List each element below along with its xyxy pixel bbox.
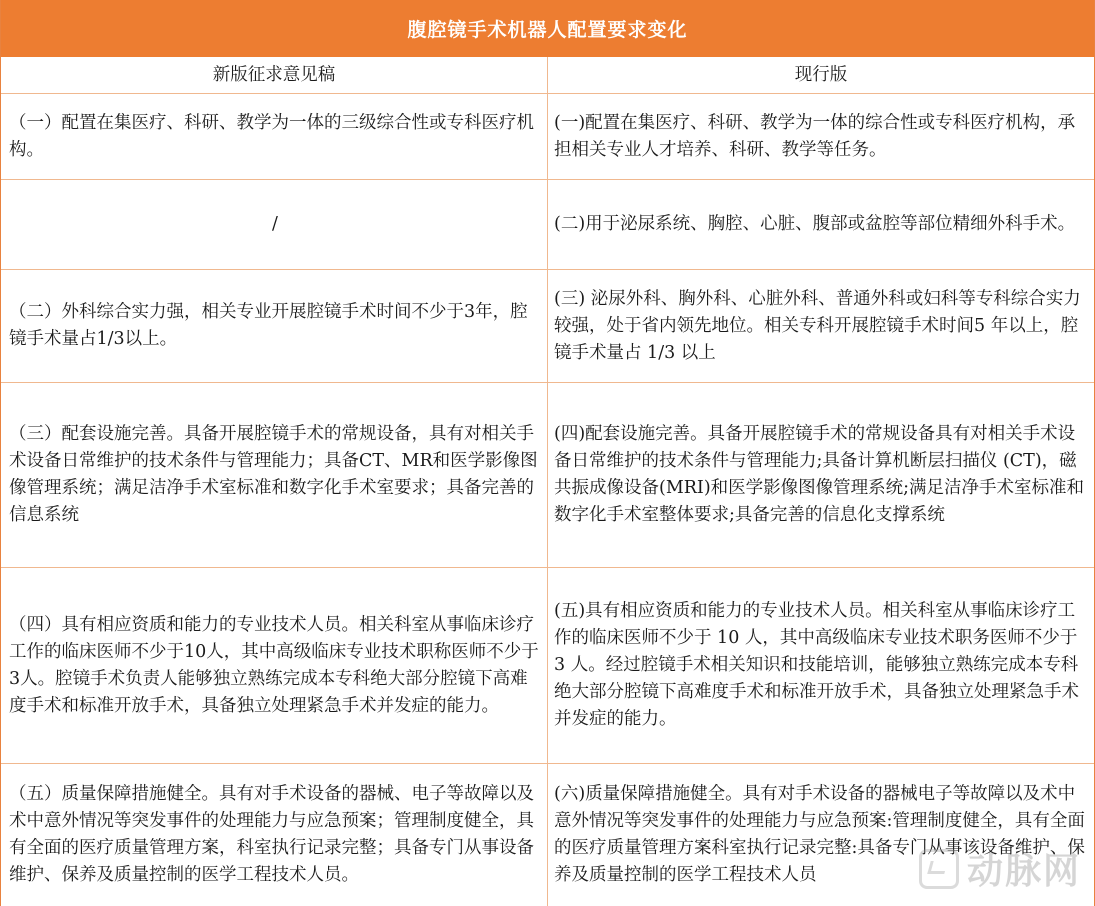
column-header-current: 现行版 <box>794 64 848 85</box>
row-6-new-text: （五）质量保障措施健全。具有对手术设备的器械、电子等故障以及术中意外情况等突发事件的处理能力与应急预案；管理制度健全，具有全面的医疗质量管理方案，科室执行记录完整；具备专门从事设备维护、保养及质量控制的医学工程技术人员。 <box>9 784 534 885</box>
row-5-current-text: (五)具有相应资质和能力的专业技术人员。相关科室从事临床诊疗工作的临床医师不少于 10 人，其中高级临床专业技术职务医师不少于 3 人。经过腔镜手术相关知识和技能培训，能够独立熟练完成本专科绝大部分腔镜下高难度手术和标准开放手术，具备独立处理紧急手术并发症的能力。 <box>554 601 1079 729</box>
row-1-current-text: (一)配置在集医疗、科研、教学为一体的综合性或专科医疗机构，承担相关专业人才培养、科研、教学等任务。 <box>554 112 1076 160</box>
table-row <box>1 94 1094 180</box>
row-4-current-text: (四)配套设施完善。具备开展腔镜手术的常规设备具有对相关手术设备日常维护的技术条件与管理能力;具备计算机断层扫描仪 (CT)，磁共振成像设备(MRI)和医学影像图像管理系统;满足洁净手术室标准和数字化手术室整体要求;具备完善的信息化支撑系统 <box>554 424 1085 525</box>
row-1-current <box>548 94 1094 179</box>
row-1-new-draft <box>1 94 548 179</box>
row-4-current <box>548 383 1094 567</box>
row-6-new-draft <box>1 764 548 906</box>
row-2-current <box>548 180 1094 269</box>
row-3-current <box>548 270 1094 382</box>
header-row <box>1 57 1094 94</box>
row-3-new-draft <box>1 270 548 382</box>
table-title: 腹腔镜手术机器人配置要求变化 <box>1 0 1094 57</box>
table-row <box>1 764 1094 906</box>
row-3-current-text: (三) 泌尿外科、胸外科、心脏外科、普通外科或妇科等专科综合实力较强，处于省内领先地位。相关专科开展腔镜手术时间5 年以上，腔镜手术量占 1/3 以上 <box>554 288 1081 363</box>
row-2-current-text: (二)用于泌尿系统、胸腔、心脏、腹部或盆腔等部位精细外科手术。 <box>554 214 1076 234</box>
row-2-new-text: / <box>272 214 278 234</box>
watermark-text: 动脉网 <box>966 851 1081 892</box>
table-row <box>1 270 1094 383</box>
row-6-current <box>548 764 1094 906</box>
row-5-new-draft <box>1 568 548 763</box>
row-4-new-text: （三）配套设施完善。具备开展腔镜手术的常规设备，具有对相关手术设备日常维护的技术条件与管理能力；具备CT、MR和医学影像图像管理系统；满足洁净手术室标准和数字化手术室要求；具备完善的信息系统 <box>9 424 538 525</box>
table-row <box>1 383 1094 568</box>
row-5-new-text: （四）具有相应资质和能力的专业技术人员。相关科室从事临床诊疗工作的临床医师不少于10人，其中高级临床专业技术职称医师不少于3人。腔镜手术负责人能够独立熟练完成本专科绝大部分腔镜下高难度手术和标准开放手术，具备独立处理紧急手术并发症的能力。 <box>9 614 539 716</box>
row-5-current <box>548 568 1094 763</box>
row-1-new-text: （一）配置在集医疗、科研、教学为一体的三级综合性或专科医疗机构。 <box>9 112 534 160</box>
table-row <box>1 568 1094 764</box>
row-4-new-draft <box>1 383 548 567</box>
row-2-new-draft <box>1 180 548 269</box>
row-3-new-text: （二）外科综合实力强，相关专业开展腔镜手术时间不少于3年，腔镜手术量占1/3以上。 <box>9 302 528 349</box>
column-header-new-draft: 新版征求意见稿 <box>1 57 548 93</box>
table-row <box>1 180 1094 270</box>
row-6-current-text: (六)质量保障措施健全。具有对手术设备的器械电子等故障以及术中意外情况等突发事件的处理能力与应急预案:管理制度健全，具有全面的医疗质量管理方案科室执行记录完整:具备专门从事该设备维护、保养及质量控制的医学工程技术人员 <box>554 784 1085 885</box>
